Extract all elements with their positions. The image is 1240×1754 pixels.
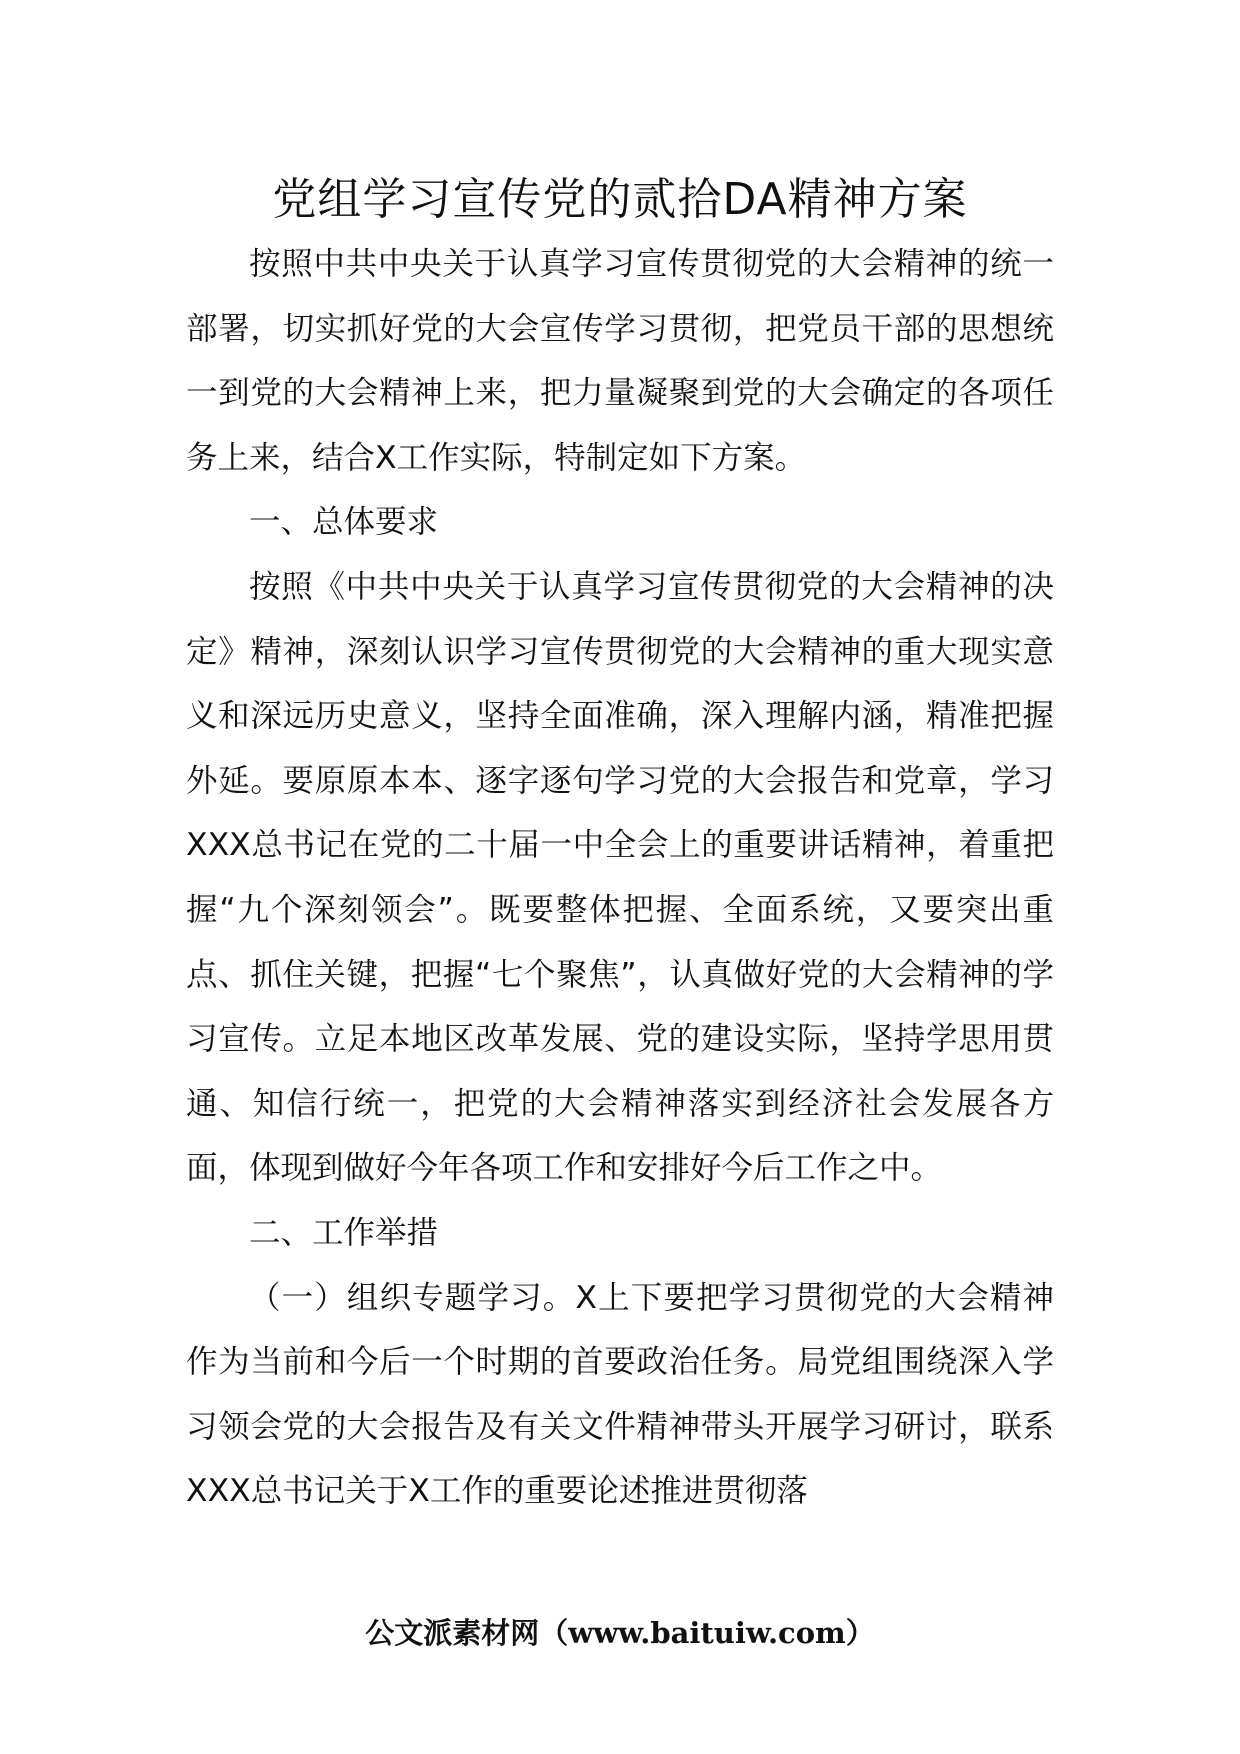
footer-watermark: 公文派素材网（www.baituiw.com）: [365, 1616, 875, 1650]
section-heading-work-measures: 二、工作举措: [249, 1214, 439, 1251]
document-body: [186, 232, 1054, 1524]
paragraph-special-study: （一）组织专题学习。X上下要把学习贯彻党的大会精神作为当前和今后一个时期的首要政治任务。局党组围绕深入学习领会党的大会报告及有关文件精神带头开展学习研讨，联系XXX总书记关于X工作的重要论述推进贯彻落: [186, 1279, 1054, 1510]
paragraph-intro: 按照中共中央关于认真学习宣传贯彻党的大会精神的统一部署，切实抓好党的大会宣传学习贯彻，把党员干部的思想统一到党的大会精神上来，把力量凝聚到党的大会确定的各项任务上来，结合X工作实际，特制定如下方案。: [186, 246, 1054, 476]
section-heading-general-requirements: 一、总体要求: [249, 504, 439, 541]
document-title: 党组学习宣传党的贰拾DA精神方案: [272, 174, 968, 225]
paragraph-general-requirements: 按照《中共中央关于认真学习宣传贯彻党的大会精神的决定》精神，深刻认识学习宣传贯彻党的大会精神的重大现实意义和深远历史意义，坚持全面准确，深入理解内涵，精准把握外延。要原原本本、逐字逐句学习党的大会报告和党章，学习XXX总书记在党的二十届一中全会上的重要讲话精神，着重把握“九个深刻领会”。既要整体把握、全面系统，又要突出重点、抓住关键，把握“七个聚焦”，认真做好党的大会精神的学习宣传。立足本地区改革发展、党的建设实际，坚持学思用贯通、知信行统一，把党的大会精神落实到经济社会发展各方面，体现到做好今年各项工作和安排好今后工作之中。: [186, 568, 1054, 1187]
